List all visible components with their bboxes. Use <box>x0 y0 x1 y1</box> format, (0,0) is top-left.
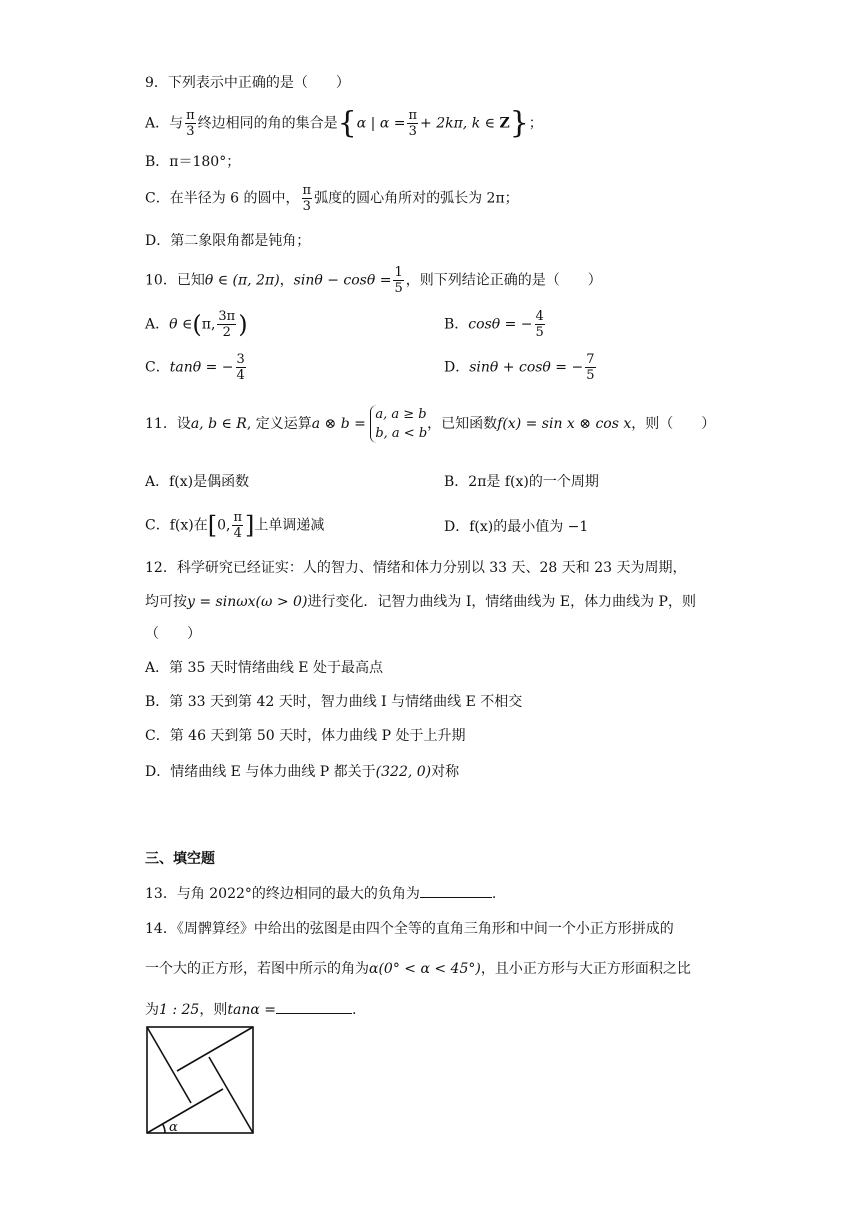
q14-line-3: 为1 : 25，则tanα = . <box>145 999 356 1020</box>
q10-option-d: D．sinθ + cosθ = − $\frac{7}{5}$ <box>444 352 595 383</box>
q11-option-d: D．f(x)的最小值为 −1 <box>444 519 589 535</box>
string-diagram-figure <box>145 1025 255 1135</box>
q14-line-1: 14．《周髀算经》中给出的弦图是由四个全等的直角三角形和中间一个小正方形拼成的 <box>145 921 674 937</box>
answer-blank[interactable] <box>276 999 352 1014</box>
q9-option-a: A．与 $\frac{\pi}{3}$ 终边相同的角的集合是{α | α = $\frac{\pi}{3}$ + 2kπ, k ∈ Z}； <box>145 105 543 141</box>
q12-option-d: D．情绪曲线 E 与体力曲线 P 都关于(322, 0)对称 <box>145 764 460 780</box>
angle-alpha-arc <box>163 1124 165 1133</box>
q12-line-1: 12．科学研究已经证实：人的智力、情绪和体力分别以 33 天、28 天和 23 天为周期， <box>145 560 687 576</box>
q10-option-c: C．tanθ = − $\frac{3}{4}$ <box>145 352 245 383</box>
q14-line-2: 一个大的正方形，若图中所示的角为α(0° < α < 45°)，且小正方形与大正方形面积之比 <box>145 961 691 977</box>
angle-alpha-label: α <box>169 1120 178 1135</box>
q12-option-b: B．第 33 天到第 42 天时，智力曲线 I 与情绪曲线 E 不相交 <box>145 694 523 710</box>
q9-option-b: B．π＝180°； <box>145 154 241 170</box>
q11-option-c: C．f(x)在[0, $\frac{\pi}{4}$ ]上单调递减 <box>145 510 325 541</box>
q9-option-d: D．第二象限角都是钝角； <box>145 233 311 249</box>
q11-option-a: A．f(x)是偶函数 <box>145 474 250 490</box>
pi-over-3-fraction: $\frac{\pi}{3}$ <box>186 108 195 139</box>
q12-option-c: C．第 46 天到第 50 天时，体力曲线 P 处于上升期 <box>145 728 466 744</box>
q10-stem: 10．已知θ ∈ (π, 2π)，sinθ − cosθ = $\frac{1}{5}$ ，则下列结论正确的是（ ） <box>145 265 602 296</box>
q10-option-a: A．θ ∈(π, $\frac{3\pi}{2}$ ) <box>145 309 248 340</box>
answer-blank[interactable] <box>420 883 492 898</box>
q12-line-2: 均可按y = sinωx(ω > 0)进行变化．记智力曲线为 I，情绪曲线为 E，体力曲线为 P，则 <box>145 594 696 610</box>
q13: 13．与角 2022°的终边相同的最大的负角为 . <box>145 883 496 904</box>
outer-square <box>147 1027 253 1133</box>
q9-option-c: C．在半径为 6 的圆中， $\frac{\pi}{3}$ 弧度的圆心角所对的弧长为 2π； <box>145 183 519 214</box>
q11-option-b: B．2π是 f(x)的一个周期 <box>444 474 599 490</box>
section-title: 三、填空题 <box>145 851 215 867</box>
q12-line-3: （ ） <box>145 626 201 642</box>
q10-option-b: B．cosθ = − $\frac{4}{5}$ <box>444 309 544 340</box>
q11-stem: 11．设a, b ∈ R, 定义运算a ⊗ b = a, a ≥ b b, a < b ，已知函数f(x) = sin x ⊗ cos x，则（ ） <box>145 407 716 441</box>
q9-stem: 9．下列表示中正确的是（ ） <box>145 75 350 91</box>
q12-option-a: A．第 35 天时情绪曲线 E 处于最高点 <box>145 660 383 676</box>
piecewise-definition: a, a ≥ b b, a < b <box>370 405 427 443</box>
